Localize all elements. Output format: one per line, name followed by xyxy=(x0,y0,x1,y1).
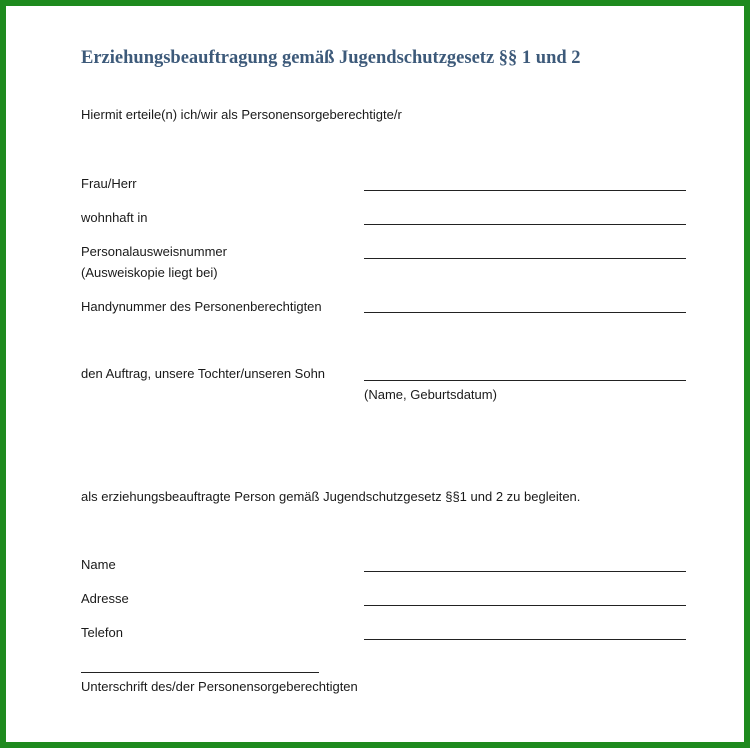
field-line-mobile[interactable] xyxy=(364,312,686,313)
mandate-text: als erziehungsbeauftragte Person gemäß Jugendschutzgesetz §§1 und 2 zu begleiten. xyxy=(81,489,581,504)
signature-label: Unterschrift des/der Personensorgeberechtigten xyxy=(81,679,358,694)
field-label-child: den Auftrag, unsere Tochter/unseren Sohn xyxy=(81,366,326,381)
field-line-guardian-phone[interactable] xyxy=(364,639,686,640)
field-label-id-number: Personalausweisnummer xyxy=(81,244,227,259)
signature-line[interactable] xyxy=(81,672,319,673)
field-line-residence[interactable] xyxy=(364,224,686,225)
field-sublabel-id-copy: (Ausweiskopie liegt bei) xyxy=(81,265,218,280)
field-label-residence: wohnhaft in xyxy=(81,210,148,225)
field-line-guardian-address[interactable] xyxy=(364,605,686,606)
field-line-child[interactable] xyxy=(364,380,686,381)
field-line-id-number[interactable] xyxy=(364,258,686,259)
field-label-guardian-address: Adresse xyxy=(81,591,129,606)
field-label-guardian-phone: Telefon xyxy=(81,625,123,640)
field-line-name[interactable] xyxy=(364,190,686,191)
field-label-name: Frau/Herr xyxy=(81,176,137,191)
field-label-mobile: Handynummer des Personenberechtigten xyxy=(81,299,322,314)
intro-text: Hiermit erteile(n) ich/wir als Personensorgeberechtigte/r xyxy=(81,107,402,122)
field-hint-child: (Name, Geburtsdatum) xyxy=(364,387,497,402)
field-label-guardian-name: Name xyxy=(81,557,116,572)
field-line-guardian-name[interactable] xyxy=(364,571,686,572)
document-title: Erziehungsbeauftragung gemäß Jugendschutzgesetz §§ 1 und 2 xyxy=(81,48,581,68)
